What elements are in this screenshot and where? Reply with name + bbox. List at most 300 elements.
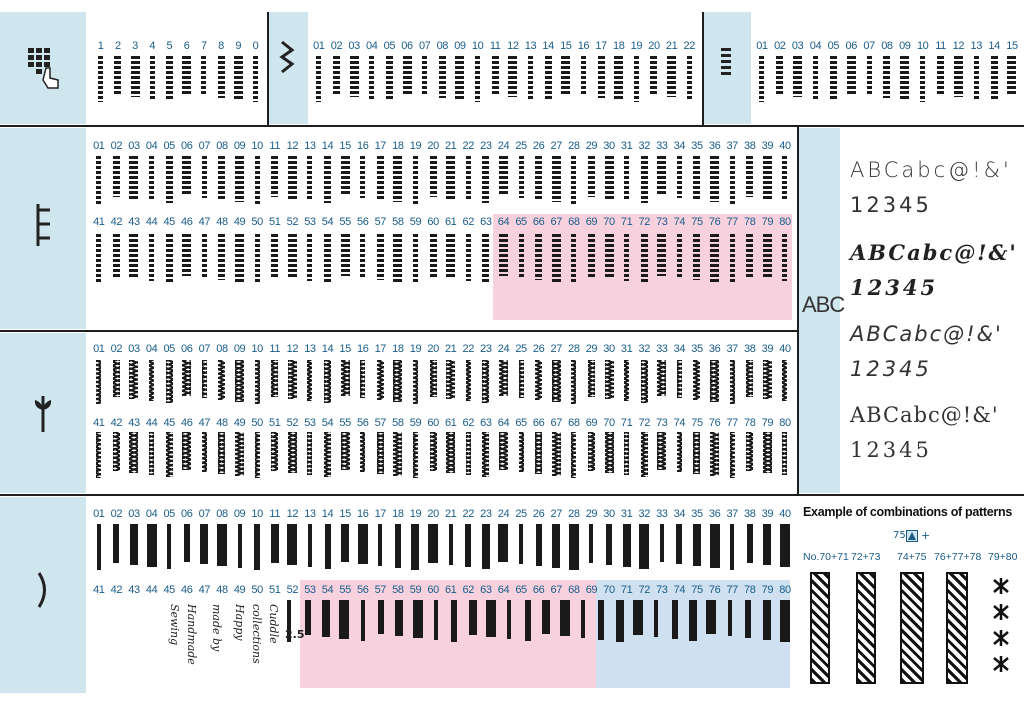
- abc-sample-1-line2: 12345: [850, 193, 932, 217]
- stitch-pattern-icon: [459, 360, 477, 410]
- stitch-pattern-icon: [706, 432, 724, 484]
- pattern-number: 08: [216, 508, 228, 520]
- pattern-number: 31: [620, 508, 633, 520]
- stitch-pattern-icon: [459, 432, 477, 484]
- pattern-number: 70: [603, 417, 615, 429]
- pattern-number: 33: [656, 508, 668, 520]
- pattern-number: 79: [761, 417, 774, 429]
- stitch-pattern-icon: [284, 360, 302, 410]
- abc-sample-2-line1: ABCabc@!&': [850, 240, 1018, 265]
- pattern-number: 49: [233, 417, 246, 429]
- stitch-pattern-icon: [555, 600, 573, 650]
- stitch-pattern-icon: [477, 156, 495, 208]
- stitch-pattern-icon: [723, 234, 741, 290]
- stitch-pattern-icon: [389, 360, 407, 410]
- pattern-number: 65: [515, 584, 527, 596]
- stitch-pattern-icon: [319, 524, 337, 574]
- stitch-pattern-icon: [354, 156, 372, 208]
- stitch-pattern-icon: [336, 360, 354, 410]
- stitch-pattern-icon: [178, 432, 196, 484]
- pattern-number: 19: [409, 508, 422, 520]
- stitch-pattern-icon: [125, 234, 143, 290]
- pattern-number: 53: [304, 417, 316, 429]
- stitch-pattern-icon: [635, 524, 653, 574]
- stitch-pattern-icon: [663, 56, 681, 104]
- combination-pattern-5: [990, 572, 1012, 684]
- stitch-pattern-icon: [424, 156, 442, 208]
- stitch-pattern-icon: [328, 56, 346, 104]
- stitch-pattern-icon: [583, 524, 601, 574]
- stitch-pattern-icon: [706, 524, 724, 574]
- pattern-number: 12: [286, 140, 299, 152]
- stitch-pattern-icon: [600, 432, 618, 484]
- stitch-pattern-icon: [702, 600, 720, 650]
- pattern-number: 67: [550, 417, 562, 429]
- pattern-number: 03: [128, 140, 140, 152]
- pattern-number: 39: [761, 140, 774, 152]
- stitch-pattern-icon: [160, 432, 178, 484]
- pattern-number: 05: [383, 40, 396, 52]
- stitch-pattern-icon: [723, 156, 741, 208]
- stitch-pattern-icon: [653, 234, 671, 290]
- stitch-pattern-icon: [530, 524, 548, 574]
- pattern-number: 28: [568, 508, 580, 520]
- divider-h1: [0, 125, 1024, 127]
- stitch-pattern-icon: [213, 156, 231, 208]
- stitch-pattern-icon: [565, 234, 583, 290]
- stitch-pattern-icon: [860, 56, 878, 104]
- stitch-pattern-icon: [354, 432, 372, 484]
- row3-line2-numbers: [90, 417, 794, 429]
- stitch-pattern-icon: [759, 234, 777, 290]
- stitch-pattern-icon: [635, 360, 653, 410]
- pattern-number: 01: [93, 508, 105, 520]
- stitch-pattern-icon: [647, 600, 665, 650]
- stitch-pattern-icon: [125, 524, 143, 574]
- stitch-pattern-icon: [741, 360, 759, 410]
- divider-v1: [267, 12, 269, 125]
- pattern-number: 12: [286, 508, 299, 520]
- pattern-number: 08: [881, 40, 893, 52]
- stitch-pattern-icon: [389, 432, 407, 484]
- pattern-number: 63: [480, 417, 492, 429]
- pattern-number: 34: [673, 343, 686, 355]
- pattern-number: 51: [269, 584, 281, 596]
- pattern-number: 28: [568, 140, 580, 152]
- pattern-number: 53: [304, 216, 316, 228]
- combinations-top-label: 75: [893, 530, 906, 541]
- stitch-pattern-icon: [512, 234, 530, 290]
- stitch-pattern-icon: [512, 432, 530, 484]
- combination-label-5: 79+80: [988, 551, 1018, 563]
- stitch-pattern-icon: [336, 524, 354, 574]
- pattern-number: 32: [638, 140, 650, 152]
- pattern-number: 36: [708, 140, 721, 152]
- pattern-number: 20: [648, 40, 660, 52]
- stitch-pattern-icon: [618, 432, 636, 484]
- pattern-number: 07: [198, 140, 211, 152]
- pattern-number: 05: [163, 140, 175, 152]
- stitch-pattern-icon: [684, 600, 702, 650]
- stitch-pattern-icon: [583, 432, 601, 484]
- stitch-pattern-icon: [280, 600, 298, 650]
- pattern-number: 09: [233, 343, 246, 355]
- pattern-number: 24: [497, 508, 510, 520]
- stitch-pattern-icon: [284, 432, 302, 484]
- pattern-number: 44: [145, 216, 158, 228]
- row2-line1-stitches: [90, 156, 794, 208]
- row4-line2-numbers: [90, 584, 794, 596]
- stitch-pattern-icon: [565, 524, 583, 574]
- pattern-number: 39: [761, 508, 774, 520]
- stitch-pattern-icon: [671, 156, 689, 208]
- stitch-pattern-icon: [213, 524, 231, 574]
- pattern-number: 13: [304, 140, 316, 152]
- stitch-pattern-icon: [212, 56, 229, 104]
- stitch-pattern-icon: [878, 56, 896, 104]
- stitch-pattern-icon: [666, 600, 684, 650]
- pattern-number: 25: [515, 508, 527, 520]
- stitch-pattern-icon: [424, 360, 442, 410]
- pattern-number: 67: [550, 216, 562, 228]
- pattern-number: 48: [216, 216, 228, 228]
- stitch-pattern-icon: [433, 56, 451, 104]
- pattern-number: 07: [198, 508, 211, 520]
- pattern-number: 58: [392, 417, 404, 429]
- stitch-pattern-icon: [301, 234, 319, 290]
- stitch-pattern-icon: [949, 56, 967, 104]
- pattern-number: 65: [515, 417, 527, 429]
- pattern-number: 48: [216, 584, 228, 596]
- pattern-number: 68: [568, 216, 580, 228]
- pattern-number: 63: [480, 584, 492, 596]
- pattern-number: 59: [409, 417, 422, 429]
- stitch-pattern-icon: [739, 600, 757, 650]
- pattern-number: 22: [683, 40, 695, 52]
- pattern-number: 62: [462, 417, 474, 429]
- stitch-pattern-icon: [759, 432, 777, 484]
- pattern-number: 64: [497, 216, 510, 228]
- stitch-pattern-icon: [635, 156, 653, 208]
- pattern-number: 01: [93, 140, 105, 152]
- pattern-number: 29: [585, 140, 598, 152]
- stitch-pattern-icon: [688, 156, 706, 208]
- pattern-number: 04: [145, 508, 158, 520]
- pattern-number: 52: [286, 417, 299, 429]
- stitch-pattern-icon: [109, 56, 126, 104]
- stitch-pattern-icon: [442, 156, 460, 208]
- stitch-pattern-icon: [653, 524, 671, 574]
- pattern-number: 35: [691, 140, 703, 152]
- pattern-number: 73: [656, 417, 668, 429]
- pattern-number: 65: [515, 216, 527, 228]
- word-sewing: Sewing: [168, 604, 181, 646]
- pattern-number: 21: [444, 508, 457, 520]
- pattern-number: 17: [374, 140, 387, 152]
- row1-groupC-numbers: [753, 40, 1021, 52]
- word-handmade: Handmade: [185, 604, 198, 665]
- stitch-pattern-icon: [301, 360, 319, 410]
- pattern-number: 71: [620, 216, 633, 228]
- stitch-pattern-icon: [248, 156, 266, 208]
- stitch-pattern-icon: [574, 600, 592, 650]
- stitch-pattern-icon: [266, 432, 284, 484]
- pattern-number: 57: [374, 216, 387, 228]
- stitch-pattern-icon: [416, 56, 434, 104]
- pattern-number: 51: [269, 417, 281, 429]
- pattern-number: 31: [620, 343, 633, 355]
- stitch-pattern-icon: [108, 156, 126, 208]
- pattern-number: 05: [163, 343, 175, 355]
- pattern-number: 59: [409, 216, 422, 228]
- stitch-pattern-icon: [160, 360, 178, 410]
- pattern-number: 80: [779, 417, 791, 429]
- stitch-pattern-icon: [143, 360, 161, 410]
- stitch-pattern-icon: [495, 432, 513, 484]
- pattern-number: 11: [489, 40, 501, 52]
- stitch-pattern-icon: [178, 524, 196, 574]
- dotted-bar-icon: [719, 46, 733, 80]
- stitch-pattern-icon: [671, 234, 689, 290]
- stitch-pattern-icon: [583, 234, 601, 290]
- pattern-number: 7: [200, 40, 207, 52]
- pattern-number: 01: [313, 40, 325, 52]
- pattern-number: 13: [304, 343, 316, 355]
- stitch-pattern-icon: [310, 56, 328, 104]
- pattern-number: 66: [532, 216, 545, 228]
- stitch-pattern-icon: [512, 360, 530, 410]
- stitch-pattern-icon: [372, 432, 390, 484]
- pattern-number: 55: [339, 417, 351, 429]
- stitch-pattern-icon: [706, 234, 724, 290]
- pattern-number: 57: [374, 417, 387, 429]
- pattern-number: 10: [251, 343, 263, 355]
- pattern-number: 24: [497, 343, 510, 355]
- stitch-pattern-icon: [125, 156, 143, 208]
- pattern-number: 03: [348, 40, 360, 52]
- stitch-pattern-icon: [442, 524, 460, 574]
- pattern-number: 54: [321, 417, 334, 429]
- stitch-pattern-icon: [284, 234, 302, 290]
- pattern-number: 13: [970, 40, 982, 52]
- stitch-pattern-icon: [530, 234, 548, 290]
- pattern-number: 50: [251, 216, 263, 228]
- combination-label-2: 72+73: [851, 551, 881, 563]
- pattern-number: 47: [198, 216, 211, 228]
- stitch-pattern-icon: [407, 360, 425, 410]
- stitch-pattern-icon: [500, 600, 518, 650]
- stitch-pattern-icon: [583, 156, 601, 208]
- pattern-number: 78: [744, 216, 756, 228]
- row1-groupA-numbers: [92, 40, 264, 52]
- word-cuddle: Cuddle: [267, 604, 280, 644]
- stitch-pattern-icon: [459, 156, 477, 208]
- stitch-pattern-icon: [759, 360, 777, 410]
- pattern-number: 72: [638, 417, 650, 429]
- abc-label: ABC: [802, 292, 845, 317]
- stitch-pattern-icon: [557, 56, 575, 104]
- stitch-pattern-icon: [178, 56, 195, 104]
- pattern-number: 04: [145, 343, 158, 355]
- pattern-number: 71: [620, 584, 633, 596]
- stitch-pattern-icon: [248, 360, 266, 410]
- pattern-number: 43: [128, 584, 140, 596]
- pattern-number: 8: [218, 40, 224, 52]
- pattern-number: 76: [708, 584, 721, 596]
- stitch-pattern-icon: [600, 156, 618, 208]
- stitch-pattern-icon: [723, 432, 741, 484]
- pattern-number: 06: [181, 140, 193, 152]
- pattern-number: 61: [444, 216, 457, 228]
- row3-line2-stitches: [90, 432, 794, 484]
- stitch-pattern-icon: [477, 360, 495, 410]
- stitch-pattern-icon: [776, 432, 794, 484]
- pattern-number: 13: [304, 508, 316, 520]
- pattern-number: 20: [427, 343, 439, 355]
- stitch-pattern-icon: [592, 600, 610, 650]
- row1-groupB-numbers: [310, 40, 698, 52]
- stitch-pattern-icon: [519, 600, 537, 650]
- pattern-number: 44: [145, 584, 158, 596]
- pattern-number: 60: [427, 216, 439, 228]
- pattern-number: 54: [321, 216, 334, 228]
- pattern-number: 26: [532, 343, 545, 355]
- pattern-number: 66: [532, 417, 545, 429]
- stitch-pattern-icon: [372, 156, 390, 208]
- pattern-number: 08: [436, 40, 449, 52]
- stitch-pattern-icon: [266, 524, 284, 574]
- stitch-pattern-icon: [495, 234, 513, 290]
- stitch-pattern-icon: [482, 600, 500, 650]
- stitch-pattern-icon: [266, 156, 284, 208]
- pattern-number: 12: [507, 40, 519, 52]
- stitch-pattern-icon: [319, 156, 337, 208]
- stitch-pattern-icon: [741, 432, 759, 484]
- stitch-pattern-icon: [336, 432, 354, 484]
- stitch-pattern-icon: [427, 600, 445, 650]
- row2-line1-numbers: [90, 140, 794, 152]
- pattern-number: 61: [444, 584, 457, 596]
- pattern-number: 67: [550, 584, 562, 596]
- pattern-number: 14: [321, 140, 334, 152]
- abc-sample-1-line1: ABCabc@!&': [850, 158, 1012, 182]
- stitch-pattern-icon: [451, 56, 469, 104]
- stitch-pattern-icon: [680, 56, 698, 104]
- pattern-number: 19: [409, 140, 422, 152]
- pattern-number: 58: [392, 216, 404, 228]
- pattern-number: 05: [163, 508, 175, 520]
- stitch-pattern-icon: [759, 524, 777, 574]
- stitch-pattern-icon: [178, 234, 196, 290]
- stitch-pattern-icon: [407, 234, 425, 290]
- row1-groupB-stitches: [310, 56, 698, 104]
- stitch-pattern-icon: [776, 156, 794, 208]
- pattern-number: 23: [480, 508, 492, 520]
- pattern-number: 68: [568, 417, 580, 429]
- pattern-number: 55: [339, 216, 351, 228]
- stitch-pattern-icon: [407, 432, 425, 484]
- pattern-number: 09: [233, 140, 246, 152]
- combination-pattern-1: [810, 572, 830, 684]
- word-made-by: made by: [210, 604, 223, 652]
- pattern-number: 73: [656, 216, 668, 228]
- pattern-number: 40: [779, 140, 791, 152]
- pattern-number: 17: [595, 40, 607, 52]
- stitch-pattern-icon: [231, 360, 249, 410]
- pattern-number: 45: [163, 216, 175, 228]
- stitch-pattern-icon: [688, 360, 706, 410]
- pattern-number: 10: [471, 40, 484, 52]
- pattern-number: 09: [233, 508, 246, 520]
- pattern-number: 70: [603, 584, 615, 596]
- stitch-pattern-icon: [90, 524, 108, 574]
- combination-pattern-3: [900, 572, 924, 684]
- pattern-number: 13: [524, 40, 537, 52]
- stitch-pattern-icon: [757, 600, 775, 650]
- stitch-pattern-icon: [759, 156, 777, 208]
- abc-sample-3-line2: 12345: [850, 357, 932, 381]
- pattern-number: 74: [673, 216, 686, 228]
- stitch-pattern-icon: [301, 432, 319, 484]
- pattern-number: 23: [480, 343, 492, 355]
- pattern-number: 41: [93, 417, 105, 429]
- pattern-number: 12: [286, 343, 299, 355]
- pattern-number: 62: [462, 216, 474, 228]
- pattern-number: 06: [845, 40, 857, 52]
- stitch-pattern-icon: [671, 524, 689, 574]
- stitch-pattern-icon: [741, 234, 759, 290]
- stitch-pattern-icon: [126, 56, 143, 104]
- stitch-pattern-icon: [390, 600, 408, 650]
- stitch-pattern-icon: [298, 600, 316, 650]
- pattern-number: 26: [532, 140, 545, 152]
- pattern-number: 25: [515, 343, 527, 355]
- pattern-number: 15: [1006, 40, 1018, 52]
- stitch-pattern-icon: [547, 234, 565, 290]
- pattern-number: 52: [286, 216, 299, 228]
- row4-line1-stitches: [90, 524, 794, 574]
- stitch-pattern-icon: [231, 156, 249, 208]
- pattern-number: 02: [110, 343, 123, 355]
- stitch-pattern-icon: [407, 524, 425, 574]
- stitch-pattern-icon: [178, 156, 196, 208]
- combination-pattern-4: [946, 572, 968, 684]
- pattern-number: 78: [744, 584, 756, 596]
- stitch-pattern-icon: [372, 600, 390, 650]
- pattern-number: 80: [779, 216, 791, 228]
- stitch-pattern-icon: [495, 156, 513, 208]
- stitch-pattern-icon: [653, 432, 671, 484]
- pattern-number: 41: [93, 584, 105, 596]
- pattern-number: 14: [321, 508, 334, 520]
- pattern-number: 16: [577, 40, 590, 52]
- stitch-pattern-icon: [231, 234, 249, 290]
- stitch-pattern-icon: [600, 524, 618, 574]
- pattern-number: 11: [269, 140, 281, 152]
- pattern-number: 34: [673, 140, 686, 152]
- stitch-pattern-icon: [776, 524, 794, 574]
- pattern-number: 38: [744, 508, 756, 520]
- stitch-pattern-icon: [600, 360, 618, 410]
- stitch-pattern-icon: [442, 234, 460, 290]
- divider-v3: [797, 125, 799, 495]
- stitch-pattern-icon: [90, 234, 108, 290]
- stitch-pattern-icon: [842, 56, 860, 104]
- pattern-number: 76: [708, 417, 721, 429]
- pattern-number: 23: [480, 140, 492, 152]
- pattern-number: 29: [585, 343, 598, 355]
- divider-v2: [702, 12, 704, 125]
